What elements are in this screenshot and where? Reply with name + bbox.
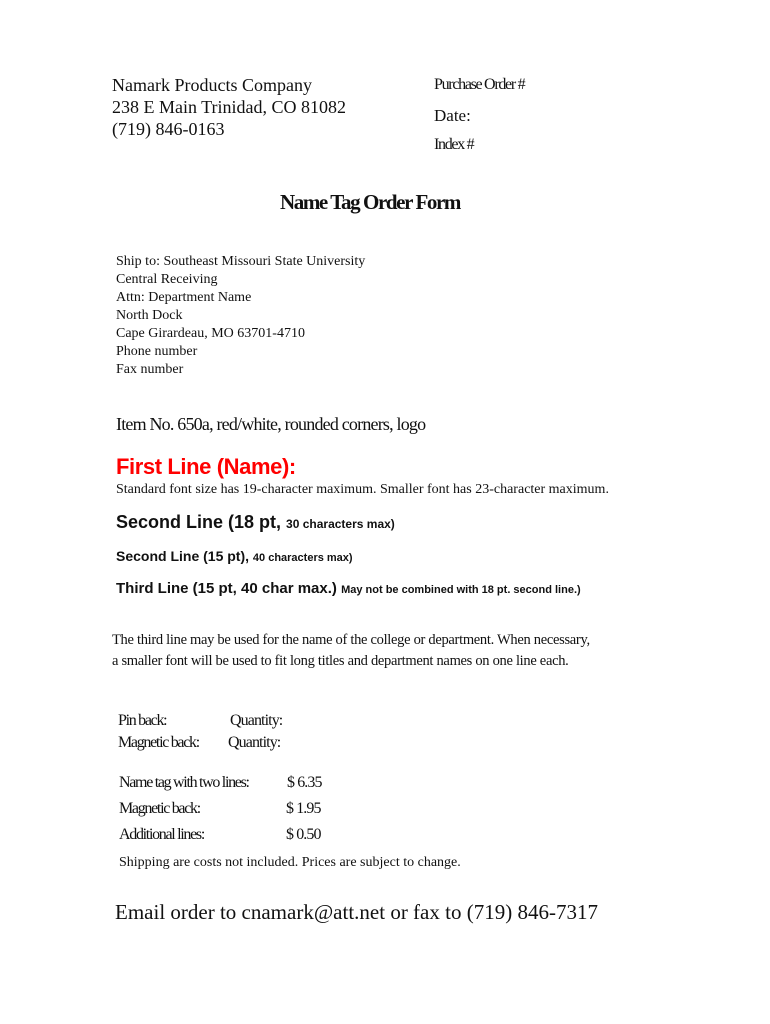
paragraph-line: a smaller font will be used to fit long titles and department names on one line each. [112,653,569,669]
price-additional: $ 0.50 [286,826,321,843]
date-label: Date: [434,106,471,125]
magnetic-back-label: Magnetic back: [118,734,199,751]
ship-to-line: Central Receiving [116,272,218,287]
paragraph-line: The third line may be used for the name of the college or department. When necessary, [112,632,590,648]
second-line-15pt [116,548,353,564]
company-block [112,74,346,140]
second-line-18pt-label: Second Line (18 pt, [116,512,282,532]
pin-back-label: Pin back: [118,712,167,729]
first-line-heading: First Line (Name): [116,454,296,479]
company-address: 238 E Main Trinidad, CO 81082 [112,97,347,117]
first-line-note: Standard font size has 19-character maximum. Smaller font has 23-character maximum. [116,482,609,497]
ship-to-line: North Dock [116,308,183,323]
second-line-15pt-label: Second Line (15 pt), [116,548,250,564]
ship-to-line: Fax number [116,362,184,377]
second-line-15pt-note: 40 characters max) [252,552,353,564]
ship-to-line: Cape Girardeau, MO 63701-4710 [116,326,305,341]
third-line [116,580,581,597]
third-line-label: Third Line (15 pt, 40 char max.) [116,580,337,597]
magnetic-back-quantity-label: Quantity: [228,734,281,751]
ship-to-block [116,253,365,379]
ship-to-line: Attn: Department Name [116,290,252,305]
index-label: Index # [434,136,474,153]
purchase-order-label: Purchase Order # [434,76,525,93]
item-number: Item No. 650a, red/white, rounded corners, logo [116,414,426,434]
shipping-note: Shipping are costs not included. Prices are subject to change. [119,855,461,870]
email-order-line: Email order to cnamark@att.net or fax to (719) 846-7317 [115,900,598,924]
pin-back-quantity-label: Quantity: [230,712,283,729]
ship-to-line: Ship to: Southeast Missouri State University [116,254,366,269]
company-name: Namark Products Company [112,75,312,95]
page-title: Name Tag Order Form [279,190,461,214]
third-line-paragraph [112,630,590,672]
price-label-additional: Additional lines: [119,826,205,843]
price-magnetic: $ 1.95 [286,800,321,817]
price-label-two-lines: Name tag with two lines: [119,774,249,791]
second-line-18pt-note: 30 characters max) [286,517,395,531]
third-line-note: May not be combined with 18 pt. second line.) [341,584,581,596]
ship-to-line: Phone number [116,344,198,359]
second-line-18pt [116,512,395,533]
price-two-lines: $ 6.35 [287,774,322,791]
company-phone: (719) 846-0163 [112,119,225,139]
price-label-magnetic: Magnetic back: [119,800,200,817]
